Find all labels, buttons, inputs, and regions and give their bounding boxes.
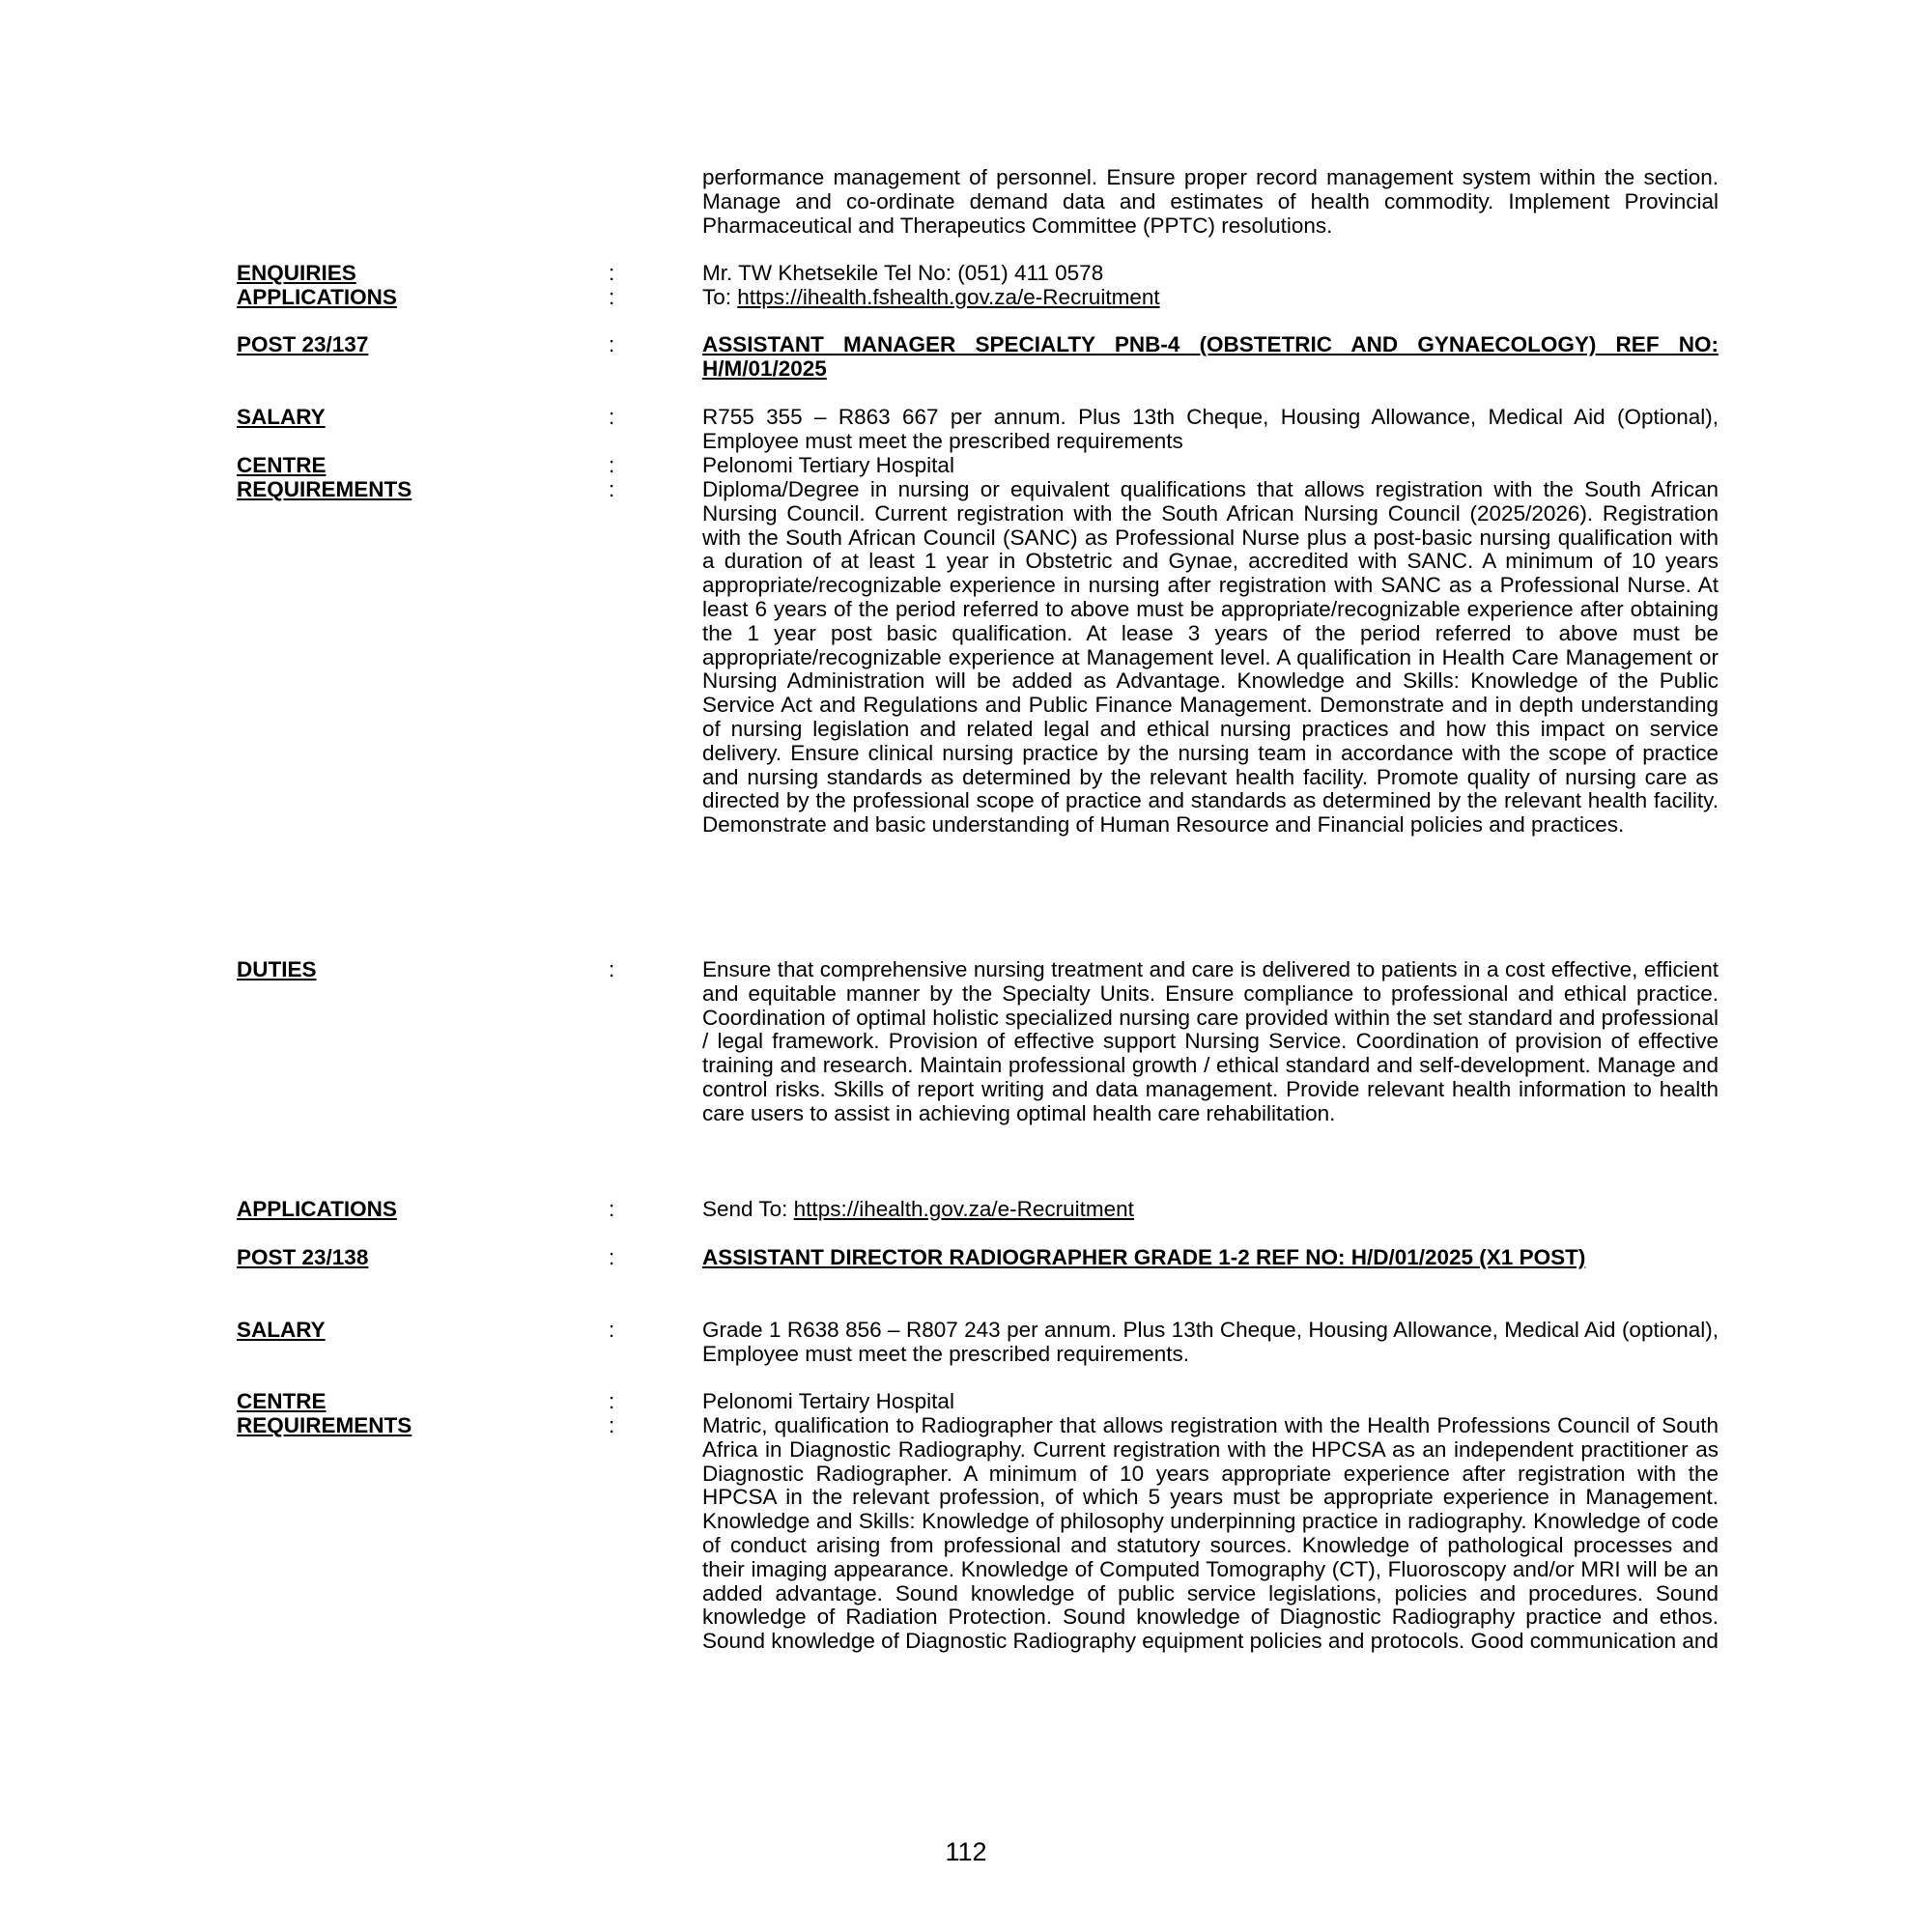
- post-138-label: POST 23/138: [237, 1245, 369, 1269]
- requirements-value: Diploma/Degree in nursing or equivalent qualifications that allows registration with the South African Nursing Council. Current registration with the South African Nursing Council (2025/2026). Registration with the South African Council (SANC) as Professional Nurse plus a post-basic nursing qualification with a duration of at least 1 year in Obstetric and Gynae, accredited with SANC. A minimum of 10 years appropriate/recognizable experience in nursing after registration with SANC as a Professional Nurse. At least 6 years of the period referred to above must be appropriate/recognizable experience after obtaining the 1 year post basic qualification. At lease 3 years of the period referred to above must be appropriate/recognizable experience at Management level. A qualification in Health Care Management or Nursing Administration will be added as Advantage. Knowledge and Skills: Knowledge of the Public Service Act and Regulations and Public Finance Management. Demonstrate and in depth understanding of nursing legislation and related legal and ethical nursing practices and how this impact on service delivery. Ensure clinical nursing practice by the nursing team in accordance with the scope of practice and nursing standards as determined by the relevant health facility. Promote quality of nursing care as directed by the professional scope of practice and standards as determined by the relevant health facility. Demonstrate and basic understanding of Human Resource and Financial policies and practices.: [702, 477, 1719, 838]
- colon: :: [609, 1413, 615, 1437]
- post-137-title: ASSISTANT MANAGER SPECIALTY PNB-4 (OBSTETRIC AND GYNAECOLOGY) REF NO: H/M/01/2025: [702, 332, 1719, 381]
- salary-value: Grade 1 R638 856 – R807 243 per annum. Plus 13th Cheque, Housing Allowance, Medical Aid (optional), Employee must meet the prescribed requirements.: [702, 1318, 1719, 1366]
- applications-value: [702, 286, 1719, 310]
- requirements-value: Matric, qualification to Radiographer that allows registration with the Health Professions Council of South Africa in Diagnostic Radiography. Current registration with the HPCSA as an independent practitioner as Diagnostic Radiographer. A minimum of 10 years appropriate experience after registration with the HPCSA in the relevant profession, of which 5 years must be appropriate experience in Management. Knowledge and Skills: Knowledge of philosophy underpinning practice in radiography. Knowledge of code of conduct arising from professional and statutory sources. Knowledge of pathological processes and their imaging appearance. Knowledge of Computed Tomography (CT), Fluoroscopy and/or MRI will be an added advantage. Sound knowledge of public service legislations, policies and procedures. Sound knowledge of Radiation Protection. Sound knowledge of Diagnostic Radiography practice and ethos. Sound knowledge of Diagnostic Radiography equipment policies and protocols. Good communication and: [702, 1413, 1719, 1654]
- enquiries-label: ENQUIRIES: [237, 261, 356, 285]
- colon: :: [609, 1245, 615, 1269]
- salary-label: SALARY: [237, 1318, 326, 1342]
- intro-text: performance management of personnel. Ensure proper record management system within the section. Manage and co-ordinate demand data and estimates of health commodity. Implement Provincial Pharmaceutical and Therapeutics Committee (PPTC) resolutions.: [702, 165, 1719, 238]
- colon: :: [609, 453, 615, 477]
- colon: :: [609, 1318, 615, 1342]
- applications-prefix: To:: [702, 285, 738, 309]
- colon: :: [609, 957, 615, 981]
- centre-label: CENTRE: [237, 1389, 327, 1413]
- colon: :: [609, 477, 615, 501]
- applications-label: APPLICATIONS: [237, 285, 397, 309]
- centre-label: CENTRE: [237, 453, 327, 477]
- colon: :: [609, 1197, 615, 1221]
- colon: :: [609, 285, 615, 309]
- requirements-label: REQUIREMENTS: [237, 1413, 412, 1437]
- colon: :: [609, 1389, 615, 1413]
- applications-link[interactable]: https://ihealth.gov.za/e-Recruitment: [793, 1197, 1134, 1221]
- salary-value: R755 355 – R863 667 per annum. Plus 13th Cheque, Housing Allowance, Medical Aid (Optional), Employee must meet the prescribed requirements: [702, 405, 1719, 453]
- colon: :: [609, 405, 615, 429]
- salary-label: SALARY: [237, 405, 326, 429]
- enquiries-value: Mr. TW Khetsekile Tel No: (051) 411 0578: [702, 261, 1104, 285]
- page-number: 112: [945, 1837, 987, 1866]
- centre-value: Pelonomi Tertairy Hospital: [702, 1389, 954, 1413]
- post-137-label: POST 23/137: [237, 332, 369, 356]
- duties-value: Ensure that comprehensive nursing treatment and care is delivered to patients in a cost effective, efficient and equitable manner by the Specialty Units. Ensure compliance to professional and ethical practice. Coordination of optimal holistic specialized nursing care provided within the set standard and professional / legal framework. Provision of effective support Nursing Service. Coordination of provision of effective training and research. Maintain professional growth / ethical standard and self-development. Manage and control risks. Skills of report writing and data management. Provide relevant health information to health care users to assist in achieving optimal health care rehabilitation.: [702, 957, 1719, 1125]
- duties-label: DUTIES: [237, 957, 317, 981]
- colon: :: [609, 332, 615, 356]
- centre-value: Pelonomi Tertiary Hospital: [702, 453, 954, 477]
- applications-value: [702, 1198, 1719, 1222]
- applications-link[interactable]: https://ihealth.fshealth.gov.za/e-Recruitment: [737, 285, 1160, 309]
- applications-label: APPLICATIONS: [237, 1197, 397, 1221]
- post-138-title: ASSISTANT DIRECTOR RADIOGRAPHER GRADE 1-2 REF NO: H/D/01/2025 (X1 POST): [702, 1245, 1586, 1269]
- applications-prefix: Send To:: [702, 1197, 794, 1221]
- requirements-label: REQUIREMENTS: [237, 477, 412, 501]
- colon: :: [609, 261, 615, 285]
